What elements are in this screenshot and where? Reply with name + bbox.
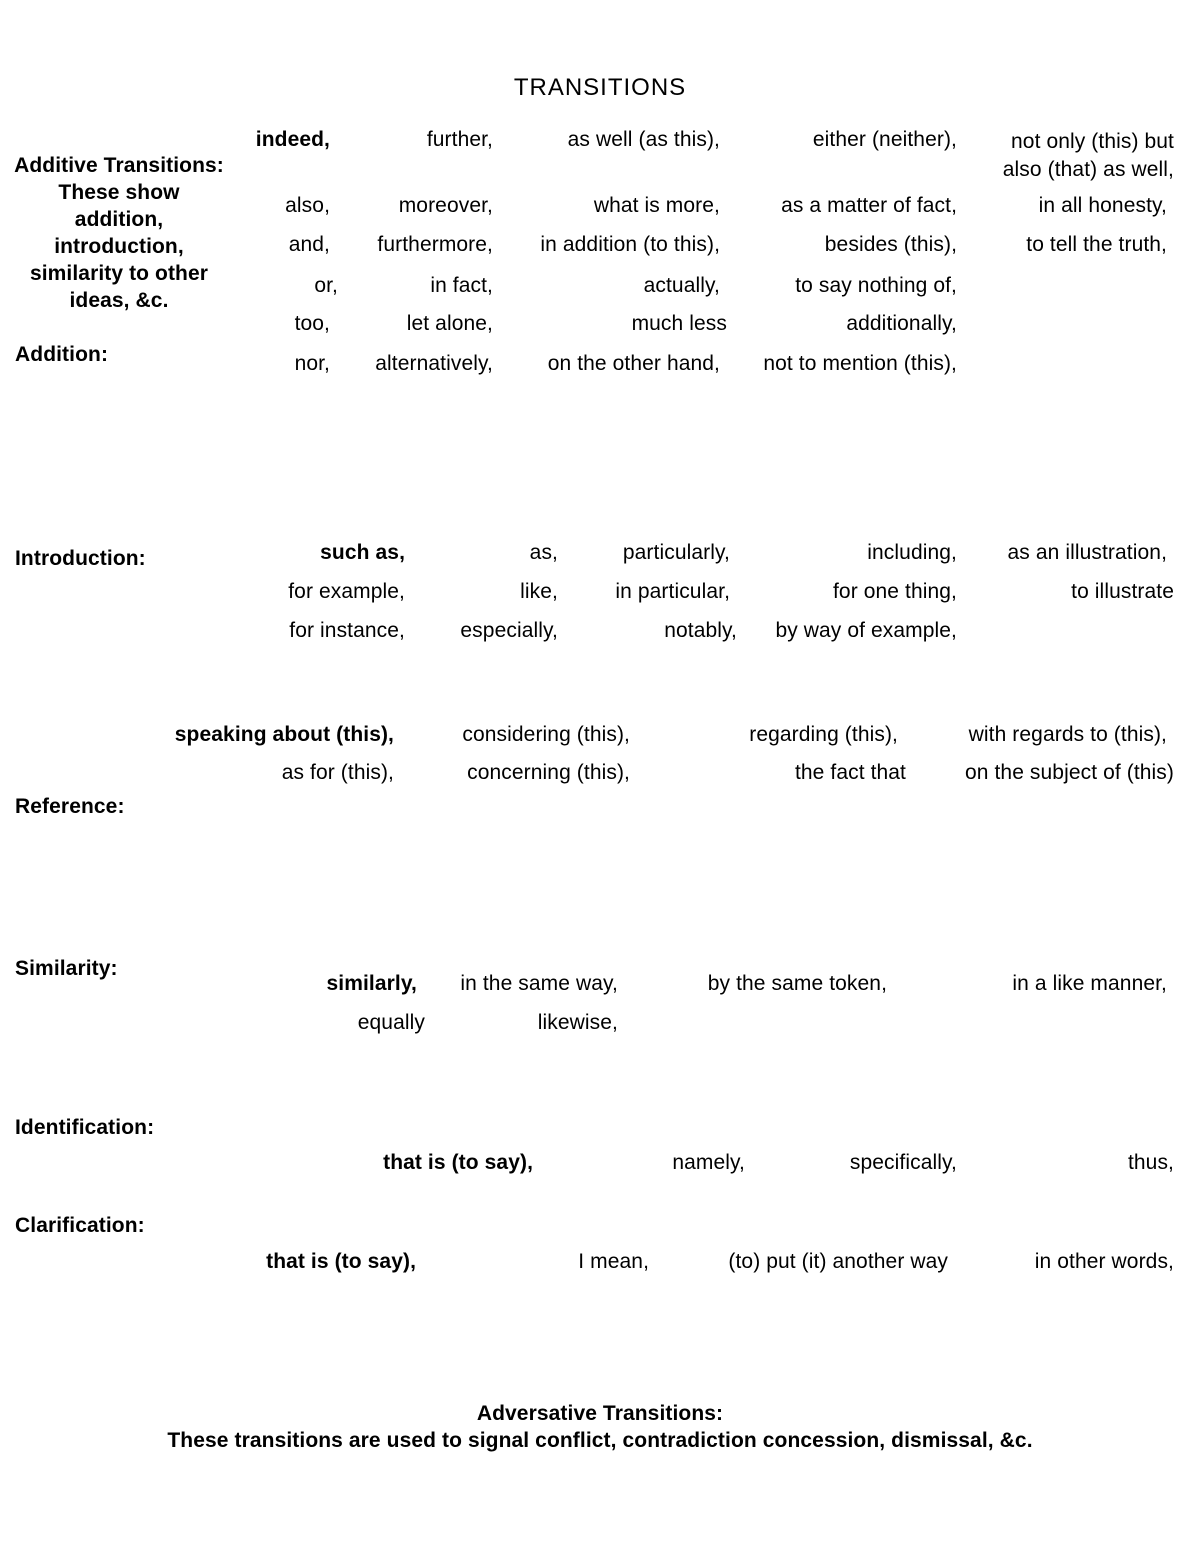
- term: what is more,: [593, 194, 720, 217]
- term: in other words,: [1034, 1250, 1174, 1273]
- section-heading-reference: Reference:: [15, 795, 125, 818]
- page-title: TRANSITIONS: [513, 74, 687, 101]
- term: to tell the truth,: [1026, 233, 1167, 256]
- term: the fact that: [794, 761, 906, 784]
- term: similarly,: [326, 972, 417, 995]
- term: speaking about (this),: [174, 723, 394, 746]
- term: on the other hand,: [547, 352, 720, 375]
- adversative-subtitle: These transitions are used to signal conflict, contradiction concession, dismissal, &c.: [167, 1429, 1033, 1452]
- term: furthermore,: [377, 233, 493, 256]
- term: especially,: [460, 619, 558, 642]
- term: not to mention (this),: [763, 352, 957, 375]
- term: in all honesty,: [1038, 194, 1167, 217]
- term: nor,: [294, 352, 330, 375]
- term: as for (this),: [281, 761, 394, 784]
- term: actually,: [643, 274, 720, 297]
- term: likewise,: [537, 1011, 618, 1034]
- term: as a matter of fact,: [781, 194, 957, 217]
- section-heading-similarity: Similarity:: [15, 957, 118, 980]
- term: much less: [631, 312, 727, 335]
- term: like,: [520, 580, 558, 603]
- term: as well (as this),: [567, 128, 720, 151]
- term: for example,: [288, 580, 405, 603]
- term: by way of example,: [775, 619, 957, 642]
- term: and,: [288, 233, 330, 256]
- term: alternatively,: [375, 352, 493, 375]
- section-heading-clarification: Clarification:: [15, 1214, 145, 1237]
- term: namely,: [672, 1151, 745, 1174]
- additive-transitions-header: Additive Transitions: These show addition, introduction, similarity to other ideas, &c.: [14, 154, 224, 312]
- term: for instance,: [289, 619, 405, 642]
- term: either (neither),: [812, 128, 957, 151]
- term: notably,: [664, 619, 737, 642]
- term: on the subject of (this): [964, 761, 1174, 784]
- term: too,: [294, 312, 330, 335]
- term: in fact,: [430, 274, 493, 297]
- term: by the same token,: [707, 972, 887, 995]
- term: considering (this),: [462, 723, 630, 746]
- term: (to) put (it) another way: [728, 1250, 948, 1273]
- term: let alone,: [406, 312, 493, 335]
- term: moreover,: [398, 194, 493, 217]
- term: in the same way,: [460, 972, 618, 995]
- term: equally: [357, 1011, 425, 1034]
- term: to illustrate: [1071, 580, 1174, 603]
- term: not only (this) but also (that) as well,: [1002, 130, 1174, 181]
- term: additionally,: [846, 312, 957, 335]
- section-heading-identification: Identification:: [15, 1116, 155, 1139]
- term: thus,: [1127, 1151, 1174, 1174]
- term: to say nothing of,: [795, 274, 957, 297]
- term: concerning (this),: [467, 761, 630, 784]
- term: as,: [529, 541, 558, 564]
- term: besides (this),: [824, 233, 957, 256]
- adversative-title: Adversative Transitions:: [476, 1402, 724, 1425]
- term: also,: [285, 194, 330, 217]
- term: I mean,: [578, 1250, 649, 1273]
- section-heading-addition: Addition:: [15, 343, 109, 366]
- section-heading-introduction: Introduction:: [15, 547, 146, 570]
- term: including,: [867, 541, 957, 564]
- term: that is (to say),: [383, 1151, 533, 1174]
- term: with regards to (this),: [968, 723, 1167, 746]
- term: or,: [314, 274, 338, 297]
- term: further,: [426, 128, 493, 151]
- term: that is (to say),: [266, 1250, 416, 1273]
- term: as an illustration,: [1007, 541, 1167, 564]
- term: in addition (to this),: [540, 233, 720, 256]
- term: in particular,: [615, 580, 730, 603]
- term: particularly,: [622, 541, 730, 564]
- term: for one thing,: [833, 580, 957, 603]
- term: indeed,: [255, 128, 330, 151]
- term: regarding (this),: [749, 723, 898, 746]
- term: such as,: [320, 541, 405, 564]
- term: in a like manner,: [1012, 972, 1167, 995]
- term: specifically,: [849, 1151, 957, 1174]
